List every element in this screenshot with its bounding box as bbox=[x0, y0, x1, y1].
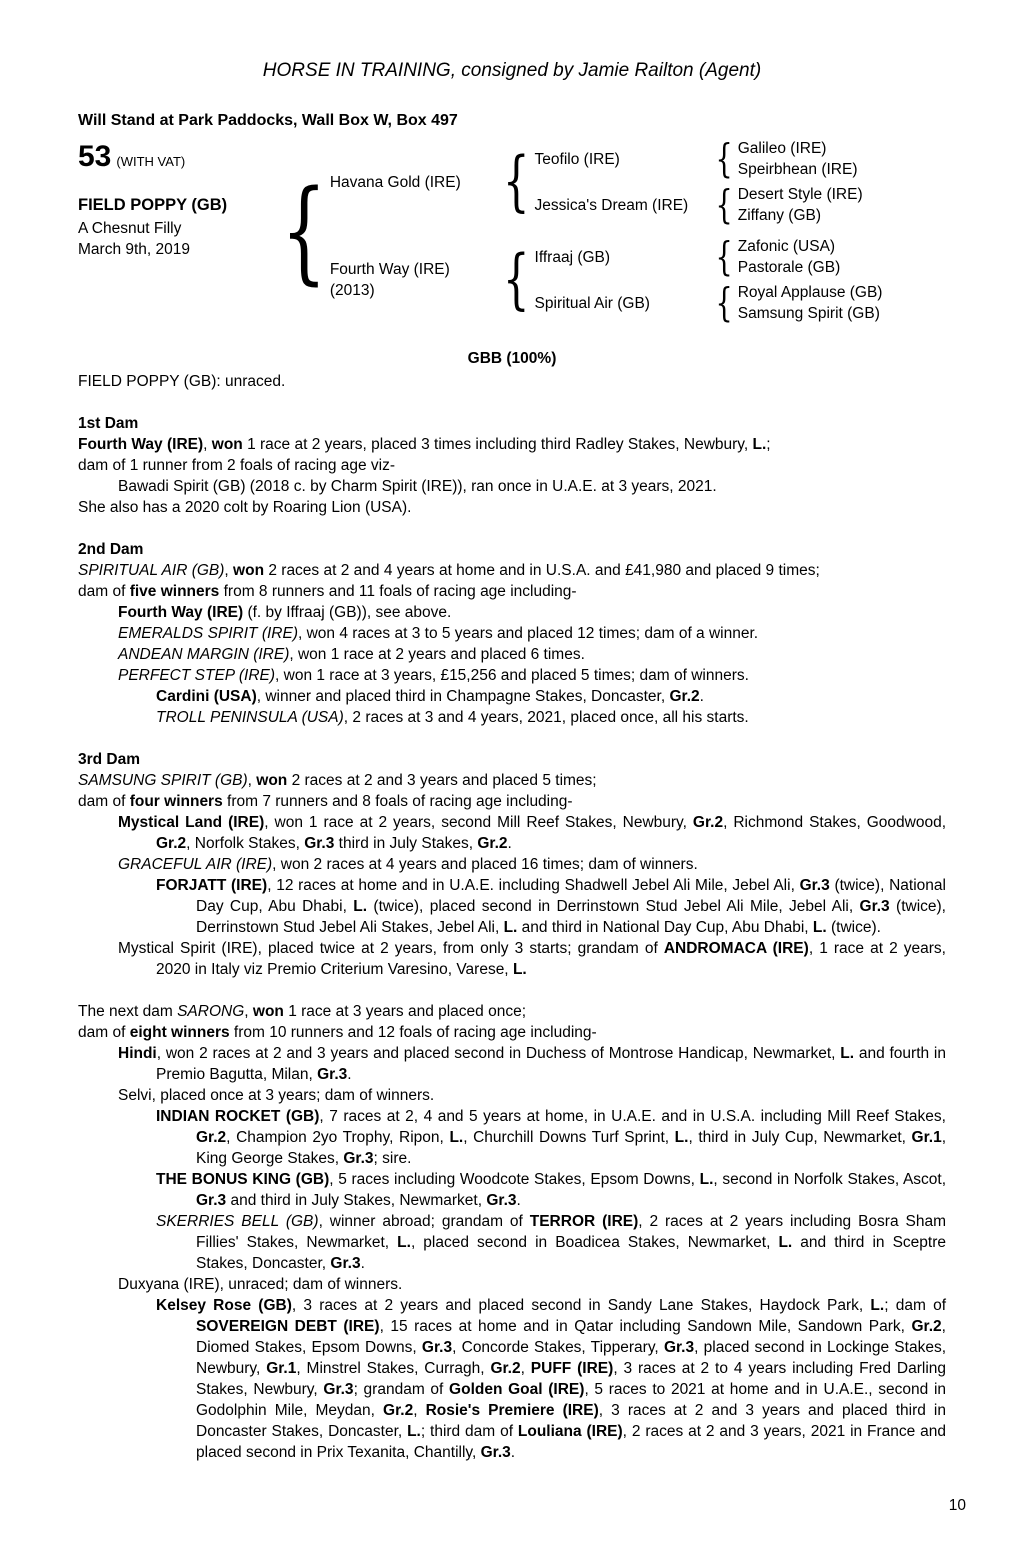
text-run: Gr.1 bbox=[911, 1129, 942, 1146]
text-run: third in July Stakes, bbox=[334, 835, 478, 852]
great-grandparents bbox=[738, 236, 946, 278]
text-run: Gr.3 bbox=[343, 1150, 374, 1167]
text-run: won bbox=[211, 436, 243, 453]
text-run: Selvi, placed once at 3 years; dam of winners. bbox=[118, 1087, 435, 1104]
text-run: , bbox=[224, 562, 234, 579]
text-run: L. bbox=[397, 1234, 411, 1251]
sire-block bbox=[330, 138, 946, 226]
text-run: , 1 race at 2 years, 2020 in Italy viz Premio Criterium Varesino, Varese, bbox=[156, 940, 946, 978]
text-run: dam of bbox=[78, 583, 130, 600]
pedigree-paragraph bbox=[78, 770, 946, 791]
pedigree-brace-icon bbox=[716, 237, 733, 276]
granddam-name: Jessica's Dream (IRE) bbox=[534, 196, 689, 214]
text-run: , Norfolk Stakes, bbox=[186, 835, 305, 852]
horse-name: FIELD POPPY (GB) bbox=[78, 196, 228, 214]
text-run: five winners bbox=[129, 583, 220, 600]
pedigree-paragraph bbox=[78, 497, 946, 518]
text-run: (twice), placed second in Derrinstown Stud Jebel Ali Mile, Jebel Ali, bbox=[367, 898, 860, 915]
grandsire-block bbox=[535, 236, 946, 278]
text-run: Fourth Way (IRE) bbox=[78, 436, 204, 453]
text-run: , won 1 race at 2 years, second Mill Reef Stakes, Newbury, bbox=[264, 814, 693, 831]
great-grandparent-name: Galileo (IRE) bbox=[737, 140, 827, 157]
text-run: , Minstrel Stakes, Curragh, bbox=[296, 1360, 491, 1377]
dam-section bbox=[78, 413, 946, 518]
text-run: Gr.3 bbox=[859, 898, 890, 915]
pedigree-sections bbox=[78, 413, 946, 1463]
text-run: Gr.3 bbox=[421, 1339, 453, 1356]
text-run: Gr.3 bbox=[196, 1192, 227, 1209]
pedigree-paragraph bbox=[78, 1001, 946, 1022]
text-run: L. bbox=[870, 1297, 885, 1314]
text-run: , won 2 races at 4 years and placed 16 times; dam of winners. bbox=[272, 856, 698, 873]
text-run: Gr.3 bbox=[486, 1192, 517, 1209]
text-run: , third in July Cup, Newmarket, bbox=[688, 1129, 912, 1146]
grandsire-block bbox=[535, 138, 946, 180]
pedigree-paragraph bbox=[78, 1085, 946, 1106]
granddam-block bbox=[535, 282, 946, 324]
text-run: Gr.2 bbox=[911, 1318, 942, 1335]
text-run: L. bbox=[840, 1045, 855, 1062]
text-run: THE BONUS KING (GB) bbox=[156, 1171, 330, 1188]
text-run: L. bbox=[778, 1234, 793, 1251]
text-run: EMERALDS SPIRIT (IRE) bbox=[118, 625, 298, 642]
text-run: , bbox=[247, 772, 257, 789]
text-run: Gr.3 bbox=[799, 877, 830, 894]
dam-name bbox=[330, 259, 498, 301]
text-run: and third in National Day Cup, Abu Dhabi, bbox=[517, 919, 813, 936]
text-run: dam of bbox=[78, 793, 130, 810]
grandsire-name: Iffraaj (GB) bbox=[534, 248, 611, 266]
pedigree-paragraph bbox=[78, 434, 946, 455]
text-run: ; third dam of bbox=[420, 1423, 518, 1440]
dam-section bbox=[78, 749, 946, 980]
text-run: FORJATT (IRE) bbox=[156, 877, 268, 894]
text-run: ; dam of bbox=[884, 1297, 946, 1314]
text-run: L. bbox=[503, 919, 518, 936]
text-run: , 12 races at home and in U.A.E. including Shadwell Jebel Ali Mile, Jebel Ali, bbox=[267, 877, 800, 894]
dam-year: (2013) bbox=[329, 282, 375, 299]
text-run: Gr.1 bbox=[266, 1360, 297, 1377]
text-run: Fourth Way (IRE) bbox=[118, 604, 244, 621]
text-run: and third in Sceptre Stakes, Doncaster, bbox=[196, 1234, 946, 1272]
text-run: , Champion 2yo Trophy, Ripon, bbox=[226, 1129, 450, 1146]
text-run: INDIAN ROCKET (GB) bbox=[156, 1108, 320, 1125]
dam-section-heading: 1st Dam bbox=[78, 415, 139, 432]
pedigree-paragraph bbox=[78, 581, 946, 602]
text-run: L. bbox=[407, 1423, 421, 1440]
text-run: , placed second in Boadicea Stakes, Newmarket, bbox=[410, 1234, 779, 1251]
text-run: dam of bbox=[78, 1024, 130, 1041]
pedigree-brace-icon bbox=[716, 139, 733, 178]
pedigree-paragraph bbox=[78, 854, 946, 875]
pedigree-paragraph bbox=[78, 938, 946, 980]
text-run: , 3 races at 2 to 4 years including Fred Darling Stakes, Newbury, bbox=[196, 1360, 947, 1398]
text-run: , Churchill Downs Turf Sprint, bbox=[463, 1129, 675, 1146]
horse-description: A Chesnut Filly bbox=[78, 220, 182, 237]
text-run: 2 races at 2 and 3 years and placed 5 times; bbox=[287, 772, 597, 789]
pedigree-paragraph bbox=[78, 707, 946, 728]
great-grandparents bbox=[738, 138, 946, 180]
text-run: Gr.2 bbox=[383, 1402, 414, 1419]
pedigree-brace-icon bbox=[716, 283, 733, 322]
text-run: ; sire. bbox=[373, 1150, 412, 1167]
pedigree-brace-icon bbox=[503, 149, 530, 214]
text-run: and fourth in Premio Bagutta, Milan, bbox=[156, 1045, 946, 1083]
text-run: TROLL PENINSULA (USA) bbox=[156, 709, 344, 726]
great-grandparent-name: Royal Applause (GB) bbox=[737, 284, 883, 301]
text-run: SPIRITUAL AIR (GB) bbox=[78, 562, 225, 579]
pedigree-paragraph bbox=[78, 1106, 946, 1169]
text-run: Gr.3 bbox=[323, 1381, 354, 1398]
text-run: , winner abroad; grandam of bbox=[318, 1213, 530, 1230]
text-run: won bbox=[252, 1003, 284, 1020]
text-run: , placed second in Lockinge Stakes, Newbury, bbox=[196, 1339, 946, 1377]
text-run: Gr.2 bbox=[156, 835, 187, 852]
lot-number: 53 bbox=[78, 140, 112, 173]
text-run: from 10 runners and 12 foals of racing age including- bbox=[229, 1024, 597, 1041]
page-number: 10 bbox=[948, 1497, 966, 1514]
text-run: Gr.2 bbox=[669, 688, 700, 705]
great-grandparent-name: Samsung Spirit (GB) bbox=[737, 305, 880, 322]
text-run: (twice). bbox=[826, 919, 881, 936]
great-grandparents bbox=[738, 184, 946, 226]
text-run: Golden Goal (IRE) bbox=[449, 1381, 585, 1398]
text-run: , 15 races at home and in Qatar including Sandown Mile, Sandown Park, bbox=[379, 1318, 912, 1335]
text-run: Gr.3 bbox=[330, 1255, 361, 1272]
text-run: from 7 runners and 8 foals of racing age including- bbox=[222, 793, 573, 810]
text-run: , winner and placed third in Champagne Stakes, Doncaster, bbox=[256, 688, 670, 705]
great-grandparent-name: Pastorale (GB) bbox=[737, 259, 841, 276]
text-run: dam of 1 runner from 2 foals of racing age viz- bbox=[78, 457, 396, 474]
text-run: ANDROMACA (IRE) bbox=[663, 940, 809, 957]
dam-name-text: Fourth Way (IRE) bbox=[329, 261, 450, 278]
text-run: . bbox=[347, 1066, 352, 1083]
text-run: four winners bbox=[129, 793, 223, 810]
text-run: L. bbox=[752, 436, 767, 453]
sire-name: Havana Gold (IRE) bbox=[329, 173, 461, 191]
pedigree-parents bbox=[330, 138, 946, 324]
text-run: SAMSUNG SPIRIT (GB) bbox=[78, 772, 248, 789]
text-run: SOVEREIGN DEBT (IRE) bbox=[196, 1318, 380, 1335]
text-run: , won 4 races at 3 to 5 years and placed 12 times; dam of a winner. bbox=[298, 625, 759, 642]
text-run: , Concorde Stakes, Tipperary, bbox=[452, 1339, 664, 1356]
text-run: Cardini (USA) bbox=[156, 688, 257, 705]
unraced-line: FIELD POPPY (GB): unraced. bbox=[78, 373, 286, 390]
text-run: Gr.2 bbox=[477, 835, 508, 852]
text-run: Rosie's Premiere (IRE) bbox=[425, 1402, 599, 1419]
text-run: 2 races at 2 and 4 years at home and in U.S.A. and £41,980 and placed 9 times; bbox=[264, 562, 820, 579]
vat-note: (WITH VAT) bbox=[116, 154, 186, 169]
text-run: Gr.2 bbox=[490, 1360, 521, 1377]
pedigree-paragraph bbox=[78, 1295, 946, 1463]
granddam-block bbox=[535, 184, 946, 226]
text-run: . bbox=[510, 1444, 516, 1461]
pedigree-paragraph bbox=[78, 623, 946, 644]
text-run: L. bbox=[812, 919, 827, 936]
pedigree-tree bbox=[278, 138, 946, 324]
great-grandparent-name: Ziffany (GB) bbox=[737, 207, 821, 224]
text-run: Hindi bbox=[118, 1045, 157, 1062]
sire-grandparents bbox=[535, 138, 946, 226]
text-run: GRACEFUL AIR (IRE) bbox=[118, 856, 273, 873]
text-run: Gr.3 bbox=[304, 835, 335, 852]
pedigree-paragraph bbox=[78, 560, 946, 581]
dam-grandparents bbox=[535, 236, 946, 324]
text-run: Gr.3 bbox=[663, 1339, 695, 1356]
text-run: SKERRIES BELL (GB) bbox=[156, 1213, 319, 1230]
text-run: PUFF (IRE) bbox=[530, 1360, 614, 1377]
text-run: , 2 races at 2 and 3 years, 2021 in France and placed second in Prix Texanita, Chantilly, bbox=[196, 1423, 946, 1461]
text-run: , won 1 race at 2 years and placed 6 times. bbox=[289, 646, 585, 663]
text-run: The next dam bbox=[78, 1003, 178, 1020]
text-run: (twice), National Day Cup, Abu Dhabi, bbox=[196, 877, 946, 915]
text-run: 1 race at 2 years, placed 3 times including third Radley Stakes, Newbury, bbox=[242, 436, 753, 453]
text-run: PERFECT STEP (IRE) bbox=[118, 667, 276, 684]
pedigree-paragraph bbox=[78, 644, 946, 665]
dam-block bbox=[330, 236, 946, 324]
great-grandparent-name: Speirbhean (IRE) bbox=[737, 161, 858, 178]
text-run: ; grandam of bbox=[353, 1381, 450, 1398]
pedigree-paragraph bbox=[78, 1022, 946, 1043]
text-run: , 5 races including Woodcote Stakes, Epsom Downs, bbox=[329, 1171, 700, 1188]
pedigree-table bbox=[78, 138, 946, 324]
pedigree-paragraph bbox=[78, 1043, 946, 1085]
lot-info bbox=[78, 138, 278, 324]
text-run: L. bbox=[699, 1171, 714, 1188]
text-run: (twice), Derrinstown Stud Jebel Ali Stakes, Jebel Ali, bbox=[196, 898, 946, 936]
text-run: eight winners bbox=[129, 1024, 230, 1041]
horse-foaling-date: March 9th, 2019 bbox=[78, 241, 191, 258]
pedigree-paragraph bbox=[78, 476, 946, 497]
dam-section bbox=[78, 1001, 946, 1463]
pedigree-paragraph bbox=[78, 1169, 946, 1211]
text-run: TERROR (IRE) bbox=[529, 1213, 639, 1230]
text-run: , Diomed Stakes, Epsom Downs, bbox=[196, 1318, 946, 1356]
pedigree-paragraph bbox=[78, 791, 946, 812]
pedigree-paragraph bbox=[78, 812, 946, 854]
text-run: , bbox=[413, 1402, 426, 1419]
text-run: Gr.2 bbox=[692, 814, 724, 831]
text-run: . bbox=[516, 1192, 521, 1209]
text-run: , bbox=[520, 1360, 531, 1377]
text-run: She also has a 2020 colt by Roaring Lion (USA). bbox=[78, 499, 412, 516]
text-run: ; bbox=[766, 436, 771, 453]
text-run: L. bbox=[512, 961, 527, 978]
stand-location-line: Will Stand at Park Paddocks, Wall Box W, Box 497 bbox=[78, 112, 458, 129]
text-run: won bbox=[233, 562, 265, 579]
text-run: (f. by Iffraaj (GB)), see above. bbox=[243, 604, 452, 621]
text-run: SARONG bbox=[177, 1003, 245, 1020]
pedigree-paragraph bbox=[78, 1211, 946, 1274]
text-run: Bawadi Spirit (GB) (2018 c. by Charm Spirit (IRE)), ran once in U.A.E. at 3 years, 2021. bbox=[118, 478, 717, 495]
text-run: Gr.3 bbox=[317, 1066, 348, 1083]
pedigree-paragraph bbox=[78, 686, 946, 707]
text-run: L. bbox=[449, 1129, 464, 1146]
pedigree-paragraph bbox=[78, 875, 946, 938]
gbb-line: GBB (100%) bbox=[467, 350, 557, 367]
text-run: Louliana (IRE) bbox=[517, 1423, 623, 1440]
text-run: Gr.2 bbox=[196, 1129, 227, 1146]
text-run: L. bbox=[674, 1129, 689, 1146]
pedigree-brace-icon bbox=[281, 175, 327, 287]
text-run: , 7 races at 2, 4 and 5 years at home, in U.A.E. and in U.S.A. including Mill Reef Stakes, bbox=[319, 1108, 946, 1125]
granddam-name: Spiritual Air (GB) bbox=[534, 294, 650, 312]
text-run: , 2 races at 2 years including Bosra Sham Fillies' Stakes, Newmarket, bbox=[196, 1213, 946, 1251]
text-run: . bbox=[699, 688, 704, 705]
text-run: , 5 races to 2021 at home and in U.A.E., second in Godolphin Mile, Meydan, bbox=[196, 1381, 947, 1419]
text-run: , 3 races at 2 years and placed second in Sandy Lane Stakes, Haydock Park, bbox=[291, 1297, 871, 1314]
text-run: from 8 runners and 11 foals of racing age including- bbox=[219, 583, 577, 600]
text-run: , 3 races at 2 and 3 years and placed third in Doncaster Stakes, Doncaster, bbox=[196, 1402, 946, 1440]
text-run: , 2 races at 3 and 4 years, 2021, placed once, all his starts. bbox=[343, 709, 749, 726]
dam-section bbox=[78, 539, 946, 728]
grandsire-name: Teofilo (IRE) bbox=[534, 150, 620, 168]
text-run: , won 2 races at 2 and 3 years and placed second in Duchess of Montrose Handicap, Newmarket, bbox=[156, 1045, 841, 1062]
pedigree-paragraph bbox=[78, 602, 946, 623]
great-grandparent-name: Desert Style (IRE) bbox=[737, 186, 863, 203]
text-run: Mystical Spirit (IRE), placed twice at 2 years, from only 3 starts; grandam of bbox=[118, 940, 664, 957]
text-run: Gr.3 bbox=[480, 1444, 511, 1461]
lot-row bbox=[78, 142, 278, 172]
pedigree-paragraph bbox=[78, 1274, 946, 1295]
great-grandparents bbox=[738, 282, 946, 324]
dam-section-heading: 3rd Dam bbox=[78, 751, 141, 768]
pedigree-paragraph bbox=[78, 455, 946, 476]
dam-section-heading: 2nd Dam bbox=[78, 541, 144, 558]
pedigree-brace-icon bbox=[503, 247, 530, 312]
text-run: , King George Stakes, bbox=[196, 1129, 947, 1167]
text-run: won bbox=[256, 772, 288, 789]
text-run: , second in Norfolk Stakes, Ascot, bbox=[713, 1171, 947, 1188]
text-run: L. bbox=[353, 898, 368, 915]
pedigree-paragraph bbox=[78, 665, 946, 686]
text-run: ANDEAN MARGIN (IRE) bbox=[118, 646, 290, 663]
text-run: , bbox=[244, 1003, 253, 1020]
text-run: . bbox=[507, 835, 512, 852]
pedigree-brace-icon bbox=[716, 185, 733, 224]
text-run: Duxyana (IRE), unraced; dam of winners. bbox=[118, 1276, 403, 1293]
text-run: 1 race at 3 years and placed once; bbox=[283, 1003, 527, 1020]
text-run: . bbox=[360, 1255, 365, 1272]
page-title: HORSE IN TRAINING, consigned by Jamie Railton (Agent) bbox=[262, 60, 762, 81]
text-run: Kelsey Rose (GB) bbox=[156, 1297, 292, 1314]
text-run: , bbox=[203, 436, 212, 453]
text-run: and third in July Stakes, Newmarket, bbox=[226, 1192, 487, 1209]
great-grandparent-name: Zafonic (USA) bbox=[737, 238, 836, 255]
text-run: , Richmond Stakes, Goodwood, bbox=[723, 814, 947, 831]
text-run: , won 1 race at 3 years, £15,256 and placed 5 times; dam of winners. bbox=[275, 667, 749, 684]
text-run: Mystical Land (IRE) bbox=[118, 814, 265, 831]
